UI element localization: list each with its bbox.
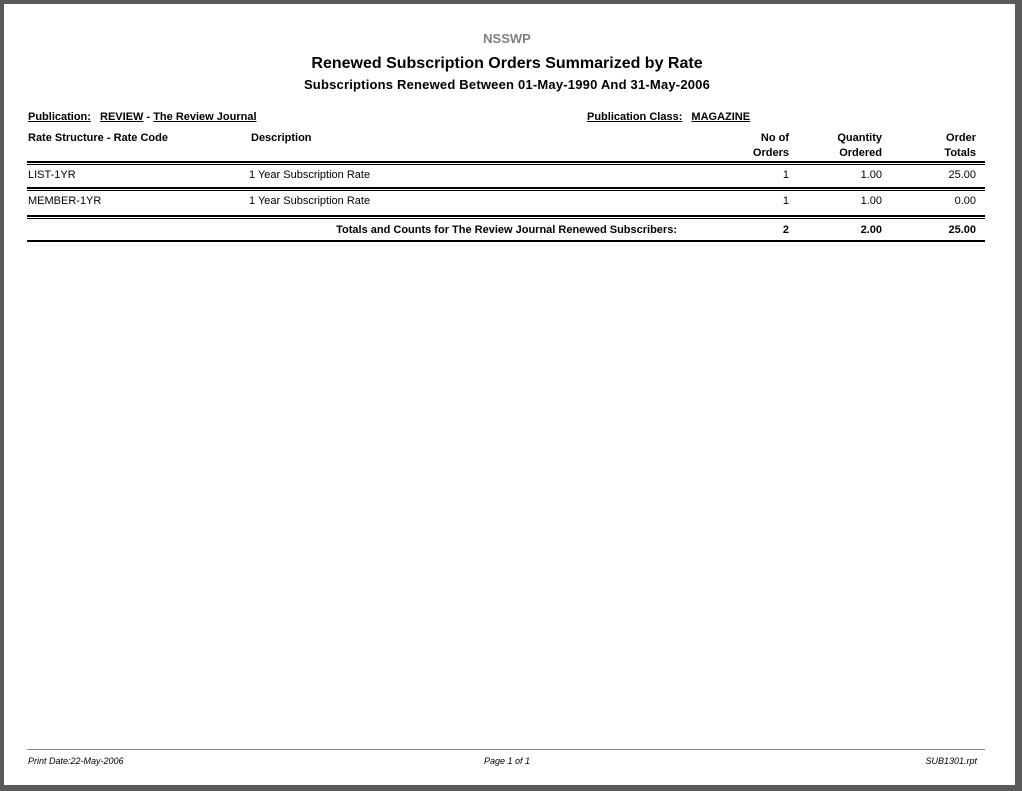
header-rule-thin xyxy=(27,164,985,165)
row-1-rate: LIST-1YR xyxy=(28,169,76,181)
col-header-totals-line2: Totals xyxy=(944,147,976,159)
row-2-description: 1 Year Subscription Rate xyxy=(249,195,371,207)
publication-name: The Review Journal xyxy=(153,111,257,123)
header-rule xyxy=(27,161,985,163)
row-1-total: 25.00 xyxy=(948,169,976,181)
report-title: Renewed Subscription Orders Summarized by Rate xyxy=(311,55,703,72)
col-header-quantity xyxy=(794,131,882,161)
totals-rule-bottom xyxy=(27,240,985,242)
page-number: Page 1 of 1 xyxy=(483,756,531,766)
totals-rule-top xyxy=(27,215,985,217)
row-2-rate: MEMBER-1YR xyxy=(28,195,102,207)
report-page xyxy=(4,4,1015,785)
row-separator-thin xyxy=(27,190,985,191)
report-subtitle: Subscriptions Renewed Between 01-May-1990 And 31-May-2006 xyxy=(303,77,711,92)
publication-separator: - xyxy=(143,111,154,123)
publication-class-label: Publication Class: xyxy=(587,111,683,123)
col-header-quantity-line1: Quantity xyxy=(837,132,882,144)
totals-label: Totals and Counts for The Review Journal Renewed Subscribers: xyxy=(336,224,677,236)
col-header-description: Description xyxy=(251,132,312,144)
footer-rule xyxy=(27,749,985,750)
col-header-orders-line2: Orders xyxy=(752,147,789,159)
totals-quantity: 2.00 xyxy=(860,224,882,236)
row-separator xyxy=(27,187,985,189)
row-2-quantity: 1.00 xyxy=(860,195,882,207)
col-header-quantity-line2: Ordered xyxy=(839,147,882,159)
row-2-orders: 1 xyxy=(782,195,789,207)
publication-label: Publication: xyxy=(28,111,91,123)
publication-code: REVIEW xyxy=(100,111,144,123)
totals-total: 25.00 xyxy=(948,224,976,236)
col-header-orders-line1: No of xyxy=(760,132,789,144)
col-header-totals-line1: Order xyxy=(946,132,976,144)
print-date: Print Date:22-May-2006 xyxy=(28,756,124,766)
row-1-description: 1 Year Subscription Rate xyxy=(249,169,371,181)
totals-orders: 2 xyxy=(782,224,789,236)
row-1-orders: 1 xyxy=(782,169,789,181)
row-1-quantity: 1.00 xyxy=(860,169,882,181)
col-header-rate: Rate Structure - Rate Code xyxy=(28,132,168,144)
col-header-orders xyxy=(704,131,789,161)
col-header-totals xyxy=(894,131,976,161)
totals-rule-top-thin xyxy=(27,218,985,219)
row-2-total: 0.00 xyxy=(954,195,976,207)
org-name: NSSWP xyxy=(483,31,531,46)
report-file: SUB1301.rpt xyxy=(925,756,977,766)
publication-info xyxy=(28,111,257,123)
publication-class-value: MAGAZINE xyxy=(691,111,751,123)
publication-class-info xyxy=(587,111,750,123)
